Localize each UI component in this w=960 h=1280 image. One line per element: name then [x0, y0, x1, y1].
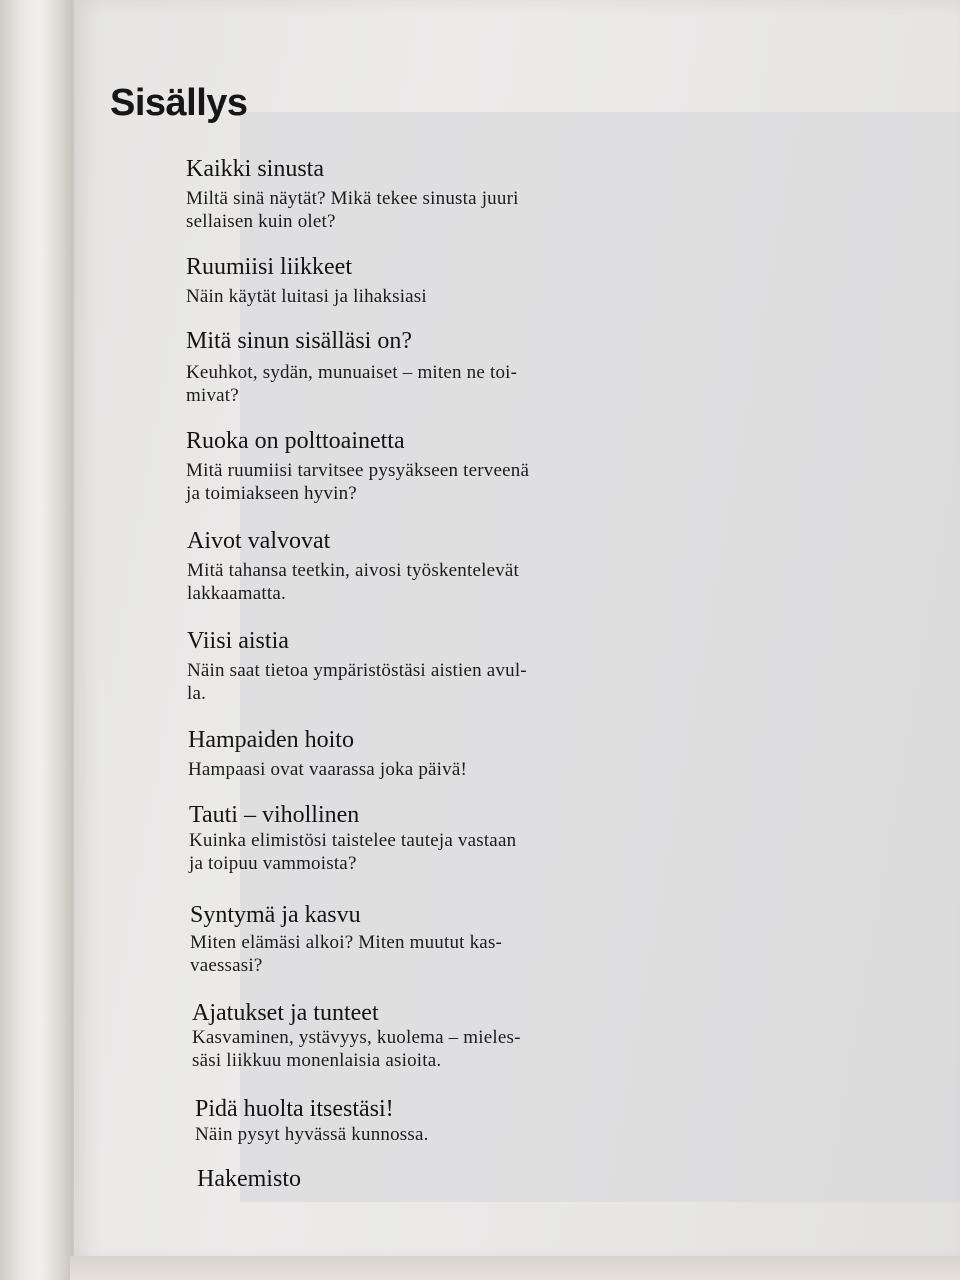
toc-heading: Pidä huolta itsestäsi!: [195, 1096, 394, 1122]
page-title: Sisällys: [110, 82, 248, 124]
toc-description: Kuinka elimistösi taistelee tauteja vastaan ja toipuu vammoista?: [189, 830, 517, 874]
toc-description: Miten elämäsi alkoi? Miten muutut kas- vaessasi?: [190, 932, 503, 976]
toc-heading: Ruumiisi liikkeet: [186, 254, 352, 280]
toc-description: Kasvaminen, ystävyys, kuolema – mieles- säsi liikkuu monenlaisia asioita.: [192, 1027, 521, 1071]
toc-description: Miltä sinä näytät? Mikä tekee sinusta juuri sellaisen kuin olet?: [186, 188, 519, 232]
toc-description: Mitä tahansa teetkin, aivosi työskentelevät lakkaamatta.: [187, 560, 520, 604]
toc-heading: Ajatukset ja tunteet: [192, 1000, 379, 1026]
toc-heading: Syntymä ja kasvu: [190, 902, 361, 928]
toc-heading: Viisi aistia: [187, 628, 289, 654]
page-bottom-edge: [70, 1256, 960, 1280]
toc-description: Keuhkot, sydän, munuaiset – miten ne toi- mivat?: [186, 362, 518, 406]
toc-heading: Hakemisto: [197, 1166, 301, 1192]
toc-heading: Mitä sinun sisälläsi on?: [186, 328, 412, 354]
toc-description: Hampaasi ovat vaarassa joka päivä!: [188, 759, 468, 780]
toc-heading: Kaikki sinusta: [186, 156, 324, 182]
toc-heading: Hampaiden hoito: [188, 727, 354, 753]
toc-description: Näin pysyt hyvässä kunnossa.: [195, 1124, 429, 1145]
toc-heading: Aivot valvovat: [187, 528, 331, 554]
toc-heading: Tauti – vihollinen: [189, 802, 360, 828]
toc-heading: Ruoka on polttoainetta: [186, 428, 405, 454]
toc-description: Näin saat tietoa ympäristöstäsi aistien avul- la.: [187, 660, 527, 704]
toc-description: Näin käytät luitasi ja lihaksiasi: [186, 286, 427, 307]
toc-description: Mitä ruumiisi tarvitsee pysyäkseen terveenä ja toimiakseen hyvin?: [186, 460, 530, 504]
